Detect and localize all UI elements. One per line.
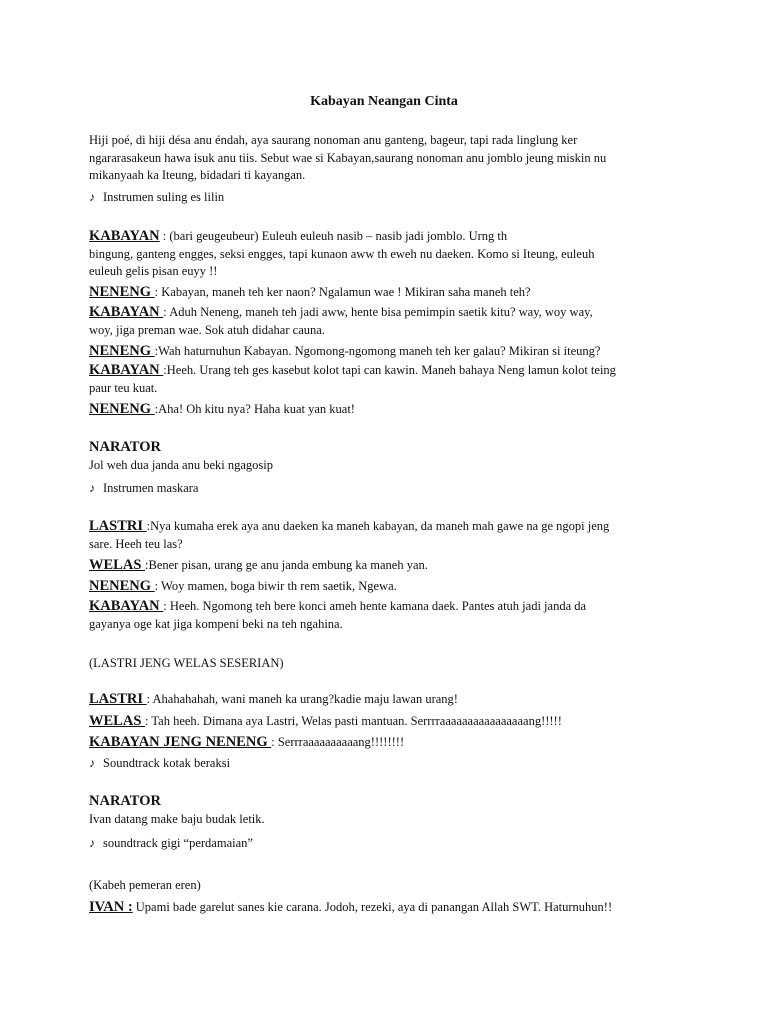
text-line: Hiji poé, di hiji désa anu éndah, aya saurang nonoman anu ganteng, bageur, tapi rada linglung ker — [89, 133, 578, 147]
speaker-name: LASTRI — [89, 691, 147, 707]
speaker-name: KABAYAN — [89, 304, 164, 320]
dialogue-kabayan — [89, 228, 684, 281]
dialogue-text: : Tah heeh. Dimana aya Lastri, Welas pasti mantuan. Serrrraaaaaaaaaaaaaaaang!!!!! — [145, 714, 562, 728]
speaker-name: NENENG — [89, 284, 155, 300]
dialogue-kabayan — [89, 304, 684, 339]
text-line: mikanyaah ka Iteung, bidadari ti kayangan. — [89, 168, 306, 182]
text-line: ngararasakeun hawa isuk anu tiis. Sebut wae si Kabayan,saurang nonoman anu jomblo jeung miskin nu — [89, 150, 607, 165]
dialogue-text: bingung, ganteng engges, seksi engges, tapi kunaon aww th eweh nu daeken. Komo si Iteung, euleuh — [89, 246, 595, 261]
document-title: Kabayan Neangan Cinta — [310, 94, 458, 109]
speaker-name: WELAS — [89, 713, 146, 729]
speaker-name: NENENG — [89, 578, 155, 594]
speaker-name: IVAN : — [89, 899, 133, 915]
dialogue-neneng — [89, 284, 684, 302]
dialogue-text: : Heeh. Ngomong teh bere konci ameh hente kamana daek. Pantes atuh jadi janda da — [163, 599, 587, 613]
stage-note: ♪ Instrumen maskara — [89, 480, 684, 498]
music-note-icon: ♪ — [89, 756, 95, 770]
dialogue-text: paur teu kuat. — [89, 380, 158, 395]
narator-heading: NARATOR — [89, 439, 161, 455]
speaker-name: WELAS — [89, 557, 146, 573]
stage-note: ♪ Soundtrack kotak beraksi — [89, 755, 684, 773]
dialogue-kabayan — [89, 598, 684, 633]
dialogue-text: :Nya kumaha erek aya anu daeken ka maneh kabayan, da maneh mah gawe na ge ngopi jeng — [146, 519, 610, 533]
dialogue-text: : Ahahahahah, wani maneh ka urang?kadie maju lawan urang! — [146, 692, 458, 706]
narator-text: Ivan datang make baju budak letik. — [89, 811, 265, 826]
speaker-name: KABAYAN — [89, 598, 164, 614]
dialogue-text: sare. Heeh teu las? — [89, 536, 183, 551]
dialogue-text: :Wah haturnuhun Kabayan. Ngomong-ngomong maneh teh ker galau? Mikiran si iteung? — [154, 344, 601, 358]
narator-heading: NARATOR — [89, 793, 161, 809]
dialogue-text: :Aha! Oh kitu nya? Haha kuat yan kuat! — [154, 402, 355, 416]
dialogue-text: : Aduh Neneng, maneh teh jadi aww, hente bisa pemimpin saetik kitu? way, woy way, — [163, 305, 593, 319]
dialogue-ivan — [89, 899, 684, 917]
dialogue-text: woy, jiga preman wae. Sok atuh didahar cauna. — [89, 322, 325, 337]
speaker-name: LASTRI — [89, 518, 147, 534]
narator-text: Jol weh dua janda anu beki ngagosip — [89, 457, 273, 472]
dialogue-text: Upami bade garelut sanes kie carana. Jodoh, rezeki, aya di panangan Allah SWT. Haturnuhun!! — [132, 900, 613, 914]
speaker-name: NENENG — [89, 401, 155, 417]
dialogue-text: :Bener pisan, urang ge anu janda embung ka maneh yan. — [145, 558, 428, 572]
dialogue-welas — [89, 713, 684, 731]
dialogue-text: euleuh gelis pisan euyy !! — [89, 264, 218, 278]
speaker-name: KABAYAN JENG NENENG — [89, 734, 272, 750]
stage-note: ♪ soundtrack gigi “perdamaian” — [89, 835, 684, 853]
speaker-name: KABAYAN — [89, 362, 164, 378]
dialogue-text: gayanya oge kat jiga kompeni beki na teh ngahina. — [89, 616, 343, 631]
narator-block — [89, 793, 684, 828]
stage-direction: (LASTRI JENG WELAS SESERIAN) — [89, 656, 284, 670]
dialogue-welas — [89, 557, 684, 575]
dialogue-text: : (bari geugeubeur) Euleuh euleuh nasib – nasib jadi jomblo. Urng th — [159, 229, 508, 243]
dialogue-text: : Woy mamen, boga biwir th rem saetik, Ngewa. — [154, 579, 397, 593]
dialogue-neneng — [89, 578, 684, 596]
music-note-icon: ♪ — [89, 836, 95, 850]
dialogue-text: : Serrraaaaaaaaaang!!!!!!!! — [271, 735, 405, 749]
dialogue-neneng — [89, 343, 684, 361]
dialogue-lastri — [89, 518, 684, 553]
stage-direction: (Kabeh pemeran eren) — [89, 878, 201, 892]
narator-block — [89, 439, 684, 474]
dialogue-kabayan — [89, 362, 684, 397]
dialogue-kabayan-neneng — [89, 734, 684, 752]
intro-paragraph — [89, 132, 684, 185]
dialogue-text: : Kabayan, maneh teh ker naon? Ngalamun wae ! Mikiran saha maneh teh? — [154, 285, 531, 299]
dialogue-text: :Heeh. Urang teh ges kasebut kolot tapi can kawin. Maneh bahaya Neng lamun kolot teing — [163, 363, 616, 377]
dialogue-neneng — [89, 401, 684, 419]
dialogue-lastri — [89, 691, 684, 709]
speaker-name: NENENG — [89, 343, 155, 359]
speaker-name: KABAYAN — [89, 228, 160, 244]
stage-note: ♪ Instrumen suling es lilin — [89, 189, 684, 207]
music-note-icon: ♪ — [89, 481, 95, 495]
music-note-icon: ♪ — [89, 190, 95, 204]
